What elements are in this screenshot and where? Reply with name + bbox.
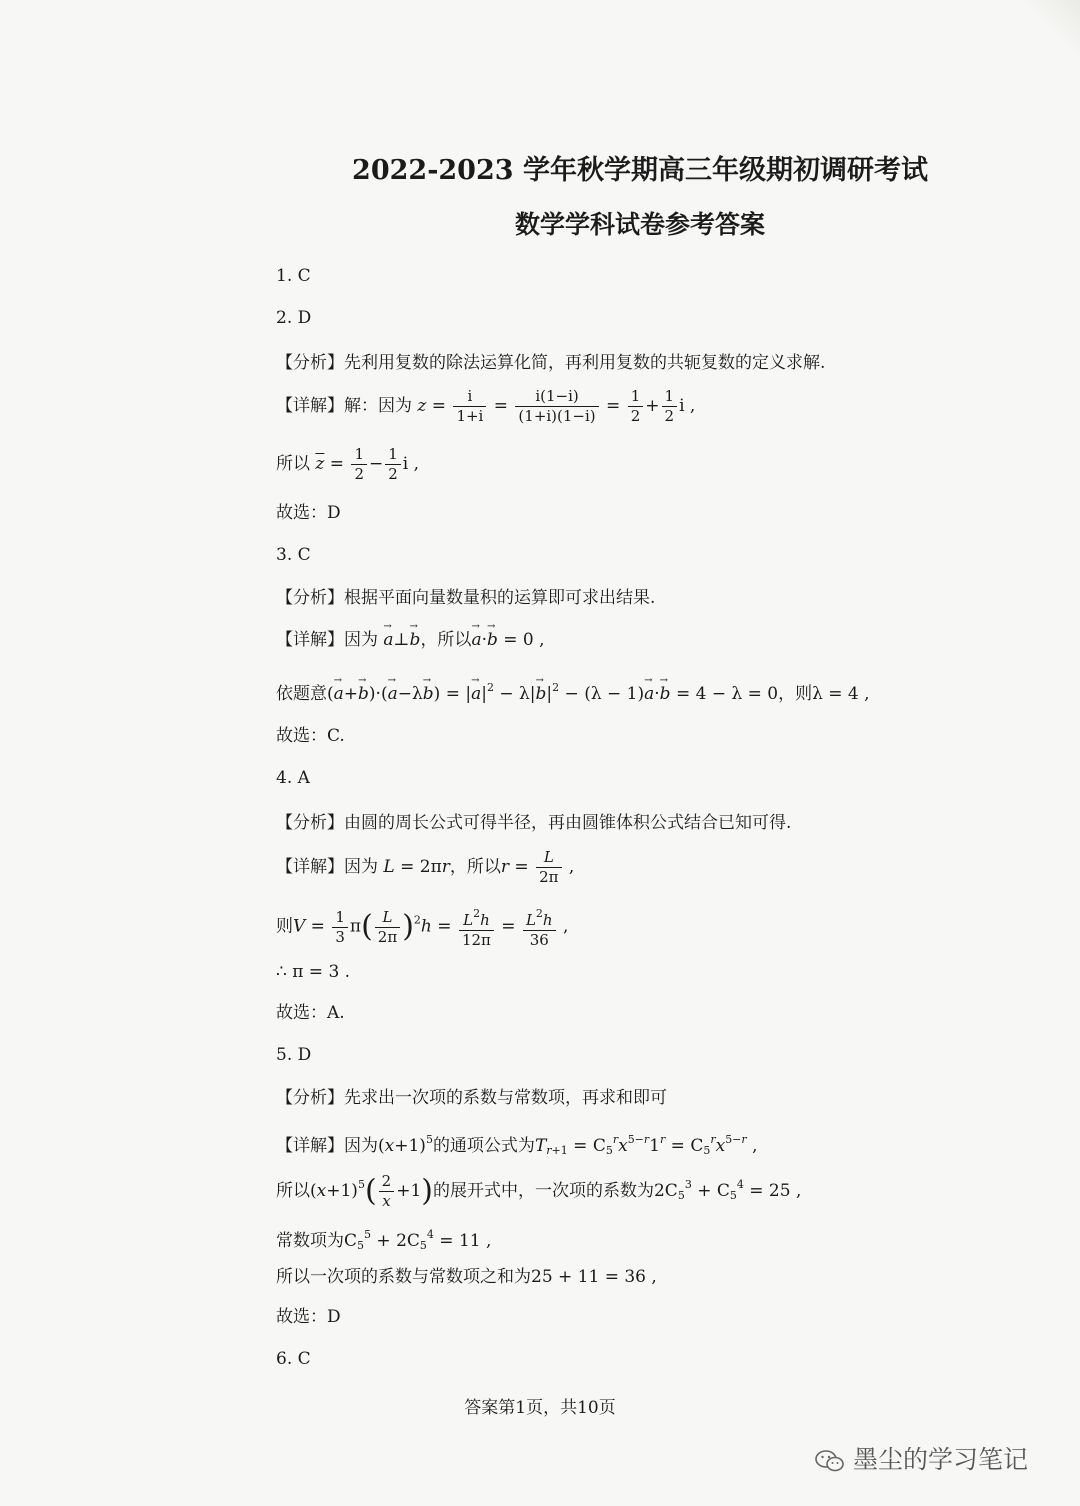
answer-3: 3. C — [276, 545, 311, 565]
answer-5-constant: 常数项为$C_5^5 + 2C_5^4 = 11$ , — [276, 1228, 492, 1252]
page-footer: 答案第1页，共10页 — [464, 1398, 616, 1418]
answer-2-conjugate: 所以 $\overline{z}$ = $\frac{1}{2}$ − $\frac{1}{2}$ i , — [276, 445, 420, 483]
exam-title: 2022-2023 学年秋学期高三年级期初调研考试 — [352, 155, 928, 186]
answer-2: 2. D — [276, 308, 312, 328]
answer-5-expansion: 所以$(x+1)^5$( $\frac{2}{x}$ +1)的展开式中，一次项的系数为$2C_5^3 + C_5^4 = 25$ , — [276, 1172, 802, 1210]
answer-4-analysis: 【分析】由圆的周长公式可得半径，再由圆锥体积公式结合已知可得. — [276, 813, 792, 833]
answer-4-volume: 则V = $\frac{1}{3}$ π( $\frac{L}{2\pi}$ )$^2$h = $\frac{L^2h}{12\pi}$ = $\frac{L^2h}{36}$ , — [276, 904, 568, 950]
answer-3-choice: 故选：C. — [276, 726, 345, 746]
answer-3-equation: 依题意(→ a+→ b)·(→ a−λ→ b) = |→ $a|^2 - \lambda|\to b|^2 - (\lambda - 1)\to a\cdot\to b = 4 - \lambda = 0$，则λ = 4 , — [276, 676, 870, 706]
analysis-text: 先利用复数的除法运算化简，再利用复数的共轭复数的定义求解. — [344, 353, 826, 373]
answer-2-detail: 【详解】解：因为 z = $\frac{i}{1+i}$ = $\frac{i(1-i)}{(1+i)(1-i)}$ = $\frac{1}{2}$ + $\frac{1}{2}$ i , — [276, 387, 696, 425]
wechat-icon — [815, 1450, 845, 1472]
answer-4-conclusion: ∴ π = 3 . — [276, 962, 351, 982]
page-corner-fold — [1020, 0, 1080, 60]
formula-fraction: $\frac{i(1-i)}{(1+i)(1-i)}$ — [515, 387, 598, 426]
answer-2-choice: 故选：D — [276, 503, 341, 523]
analysis-tag: 【分析】 — [276, 353, 344, 373]
detail-tag: 【详解】 — [276, 396, 344, 416]
answer-6: 6. C — [276, 1349, 311, 1369]
formula-fraction: $\frac{i}{1+i}$ — [453, 387, 486, 426]
watermark-text: 墨尘的学习笔记 — [853, 1445, 1029, 1474]
answer-5-detail: 【详解】因为$(x+1)^5$的通项公式为$T_{r+1} = C_5^rx^{5-r}1^r = C_5^rx^{5-r}$ , — [276, 1133, 758, 1157]
exam-subtitle: 数学学科试卷参考答案 — [514, 210, 765, 239]
detail-text: 解：因为 — [344, 396, 412, 416]
answer-4-choice: 故选：A. — [276, 1003, 345, 1023]
answer-4-detail: 【详解】因为 L = 2πr，所以r = $\frac{L}{2\pi}$ , — [276, 848, 575, 886]
answer-5-analysis: 【分析】先求出一次项的系数与常数项，再求和即可 — [276, 1088, 667, 1108]
answer-5: 5. D — [276, 1045, 312, 1065]
answer-3-detail: 【详解】因为 → a⊥→ b，所以→ a·→ b = 0 , — [276, 628, 545, 652]
answer-4: 4. A — [276, 768, 310, 788]
answer-5-choice: 故选：D — [276, 1307, 341, 1327]
answer-1: 1. C — [276, 266, 311, 286]
answer-2-analysis — [276, 351, 825, 375]
answer-3-analysis: 【分析】根据平面向量数量积的运算即可求出结果. — [276, 588, 656, 608]
answer-5-sum: 所以一次项的系数与常数项之和为25 + 11 = 36 , — [276, 1267, 657, 1287]
watermark — [815, 1440, 1028, 1476]
